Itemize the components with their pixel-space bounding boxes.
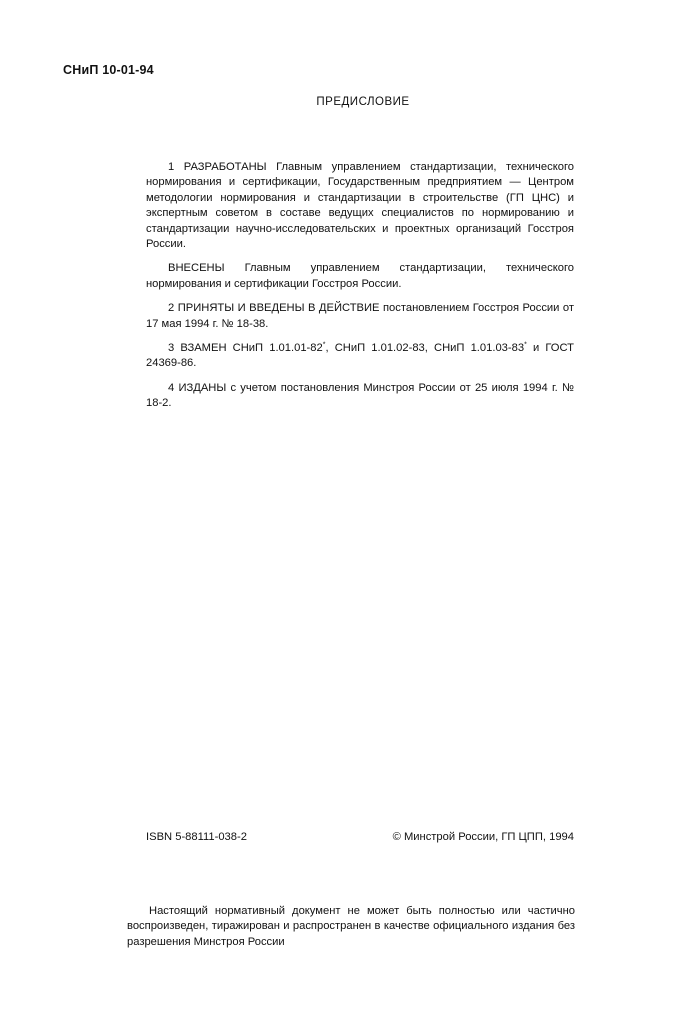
replaces-middle: , СНиП 1.01.02-83, СНиП 1.01.03-83 bbox=[325, 342, 525, 355]
document-code: СНиП 10-01-94 bbox=[63, 63, 154, 77]
section-title: ПРЕДИСЛОВИЕ bbox=[316, 96, 410, 108]
notice-text: Настоящий нормативный документ не может быть полностью или частично воспроизведен, тиражирован и распространен в качестве официального издания без разрешения Минстроя России bbox=[127, 905, 575, 948]
paragraph-published: 4 ИЗДАНЫ с учетом постановления Минстроя России от 25 июля 1994 г. № 18-2. bbox=[146, 381, 574, 410]
paragraph-developed-by: 1 РАЗРАБОТАНЫ Главным управлением стандартизации, технического нормирования и сертификации, Государственным предприятием — Центром методологии нормирования и стандартизации в строительстве (ГП ЦНС) и экспертным советом в составе ведущих специалистов по нормированию и стандартизации научно-исследовательских и проектных организаций Госстроя России. bbox=[146, 161, 574, 251]
preface-body bbox=[146, 160, 574, 421]
paragraph-replaces bbox=[146, 341, 574, 372]
replaces-mark-2: * bbox=[524, 341, 527, 349]
replaces-suffix: и ГОСТ 24369-86. bbox=[146, 342, 574, 370]
isbn-number: ISBN 5-88111-038-2 bbox=[146, 831, 247, 843]
copyright-notice: © Минстрой России, ГП ЦПП, 1994 bbox=[392, 831, 574, 843]
replaces-mark: * bbox=[322, 341, 326, 349]
paragraph-introduced-by: ВНЕСЕНЫ Главным управлением стандартизации, технического нормирования и сертификации Госстроя России. bbox=[146, 262, 574, 290]
paragraph-adopted: 2 ПРИНЯТЫ И ВВЕДЕНЫ В ДЕЙСТВИЕ постановлением Госстроя России от 17 мая 1994 г. № 18-38. bbox=[146, 302, 574, 330]
reproduction-notice bbox=[127, 904, 575, 950]
replaces-prefix: 3 ВЗАМЕН СНиП 1.01.01-82 bbox=[168, 342, 323, 355]
